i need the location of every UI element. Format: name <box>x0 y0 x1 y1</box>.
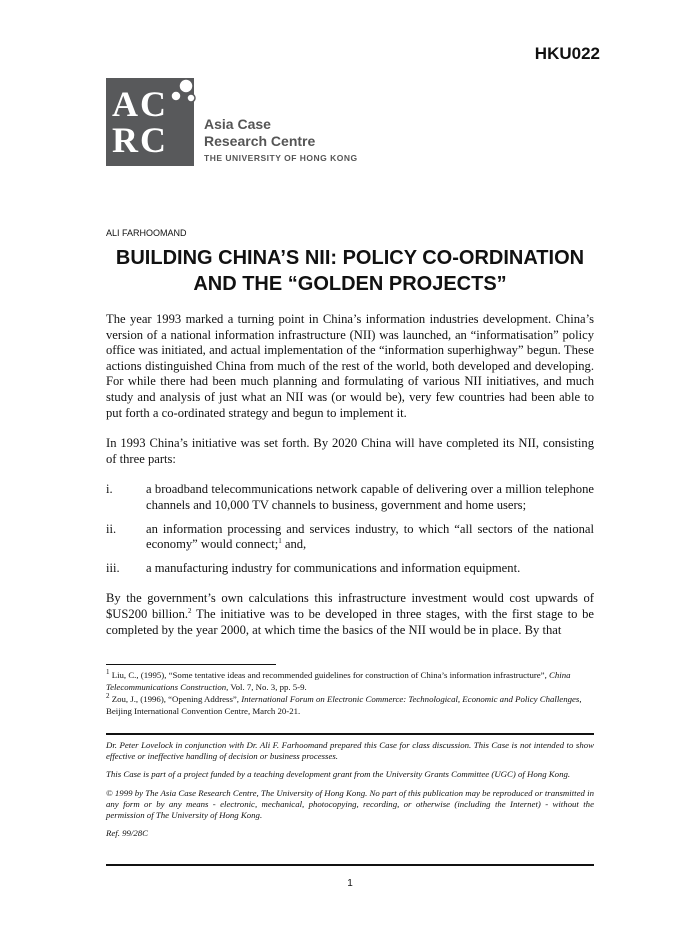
footnote-1 <box>106 670 594 693</box>
list-item-tail: and, <box>281 537 307 552</box>
body-text <box>106 312 594 653</box>
list-item-number: iii. <box>106 560 120 575</box>
disclaimer-copyright: © 1999 by The Asia Case Research Centre, The University of Hong Kong. No part of this publication may be reproduced or transmitted in any form or by any means - electronic, mechanical, photocopying, recording, or otherwise (including the Internet) - without the permission of The University of Hong Kong. <box>106 787 594 821</box>
list-item-number: ii. <box>106 521 117 536</box>
paragraph-3-a: By the government’s own calculations this infrastructure investment would cost upwards of $US200 billion. <box>106 591 594 621</box>
disclaimer-funding: This Case is part of a project funded by a teaching development grant from the University Grants Committee (UGC) of Hong Kong. <box>106 769 571 780</box>
paragraph-3-b: The initiative was to be developed in three stages, with the first stage to be completed by the year 2000, at which time the basics of the NII would be in place. By that <box>106 606 594 637</box>
list-item <box>106 482 594 513</box>
nii-parts-list <box>106 482 594 576</box>
footnote-divider <box>106 664 276 665</box>
acrc-logo <box>106 78 366 173</box>
footnote-ref[interactable]: 1 <box>278 536 282 545</box>
logo-letters-bottom: RC <box>112 120 168 160</box>
disclaimer-reference: Ref. 99/28C <box>106 828 149 839</box>
paragraph-1: The year 1993 marked a turning point in China’s information industries development. China’s version of a national information infrastructure (NII) was launched, an “informatisation” policy office was initiated, and actual implementation of the “information superhighway” begun. These actions distinguished China from much of the rest of the world, both developed and developing. For while there had been much planning and formulating of various NII initiatives, and much study and analysis of just what an NII was (or would be), very few countries had been able to put forth a co-ordinated strategy and begun to implement it. <box>106 312 594 420</box>
logo-line-2: Research Centre <box>204 133 316 149</box>
author-name: ALI FARHOOMAND <box>106 228 187 238</box>
footnote-tail: Vol. 7, No. 3, pp. 5-9. <box>228 681 307 692</box>
logo-line-1: Asia Case <box>204 116 271 132</box>
footnote-ref[interactable]: 2 <box>188 606 192 615</box>
case-title: BUILDING CHINA’S NII: POLICY CO-ORDINATION AND THE “GOLDEN PROJECTS” <box>115 247 585 295</box>
footnote-text: Zou, J., (1996), “Opening Address”, <box>111 694 239 705</box>
list-item-text: a broadband telecommunications network capable of delivering over a million telephone channels and 10,000 TV channels to business, government and home users; <box>146 482 594 512</box>
list-item <box>106 561 594 577</box>
disclaimer <box>106 740 594 846</box>
disclaimer-bottom-rule <box>106 864 594 866</box>
list-item-text: an information processing and services industry, to which “all sectors of the national economy” would connect; <box>146 521 594 552</box>
footnote-number: 1 <box>106 668 110 677</box>
footnote-2 <box>106 694 594 717</box>
disclaimer-top-rule <box>106 733 594 735</box>
logo-line-3: THE UNIVERSITY OF HONG KONG <box>204 153 358 163</box>
footnotes <box>106 670 594 718</box>
footnote-italic: China Telecommunications Construction, <box>106 670 571 692</box>
disclaimer-authors: Dr. Peter Lovelock in conjunction with Dr. Ali F. Farhoomand prepared this Case for class discussion. This Case is not intended to show effective or ineffective handling of decision or business processes. <box>106 740 594 762</box>
footnote-number: 2 <box>106 692 110 701</box>
logo-dots-icon <box>158 76 208 116</box>
case-code: HKU022 <box>534 44 600 63</box>
footnote-tail: , Beijing International Convention Centre, March 20-21. <box>106 694 582 716</box>
logo-letters-top: AC <box>112 84 168 124</box>
list-item-number: i. <box>106 482 113 497</box>
paragraph-3 <box>106 591 594 638</box>
list-item-text-wrap <box>146 522 594 553</box>
logo-text <box>204 116 358 163</box>
footnote-italic: International Forum on Electronic Commerce: Technological, Economic and Policy Challenges <box>241 694 580 705</box>
list-item <box>106 522 594 553</box>
paragraph-2: In 1993 China’s initiative was set forth. By 2020 China will have completed its NII, consisting of three parts: <box>106 436 594 466</box>
page-number: 1 <box>347 878 353 889</box>
list-item-text: a manufacturing industry for communications and information equipment. <box>146 560 521 575</box>
footnote-text: Liu, C., (1995), “Some tentative ideas and recommended guidelines for construction of China’s information infrastructure”, <box>111 670 547 680</box>
